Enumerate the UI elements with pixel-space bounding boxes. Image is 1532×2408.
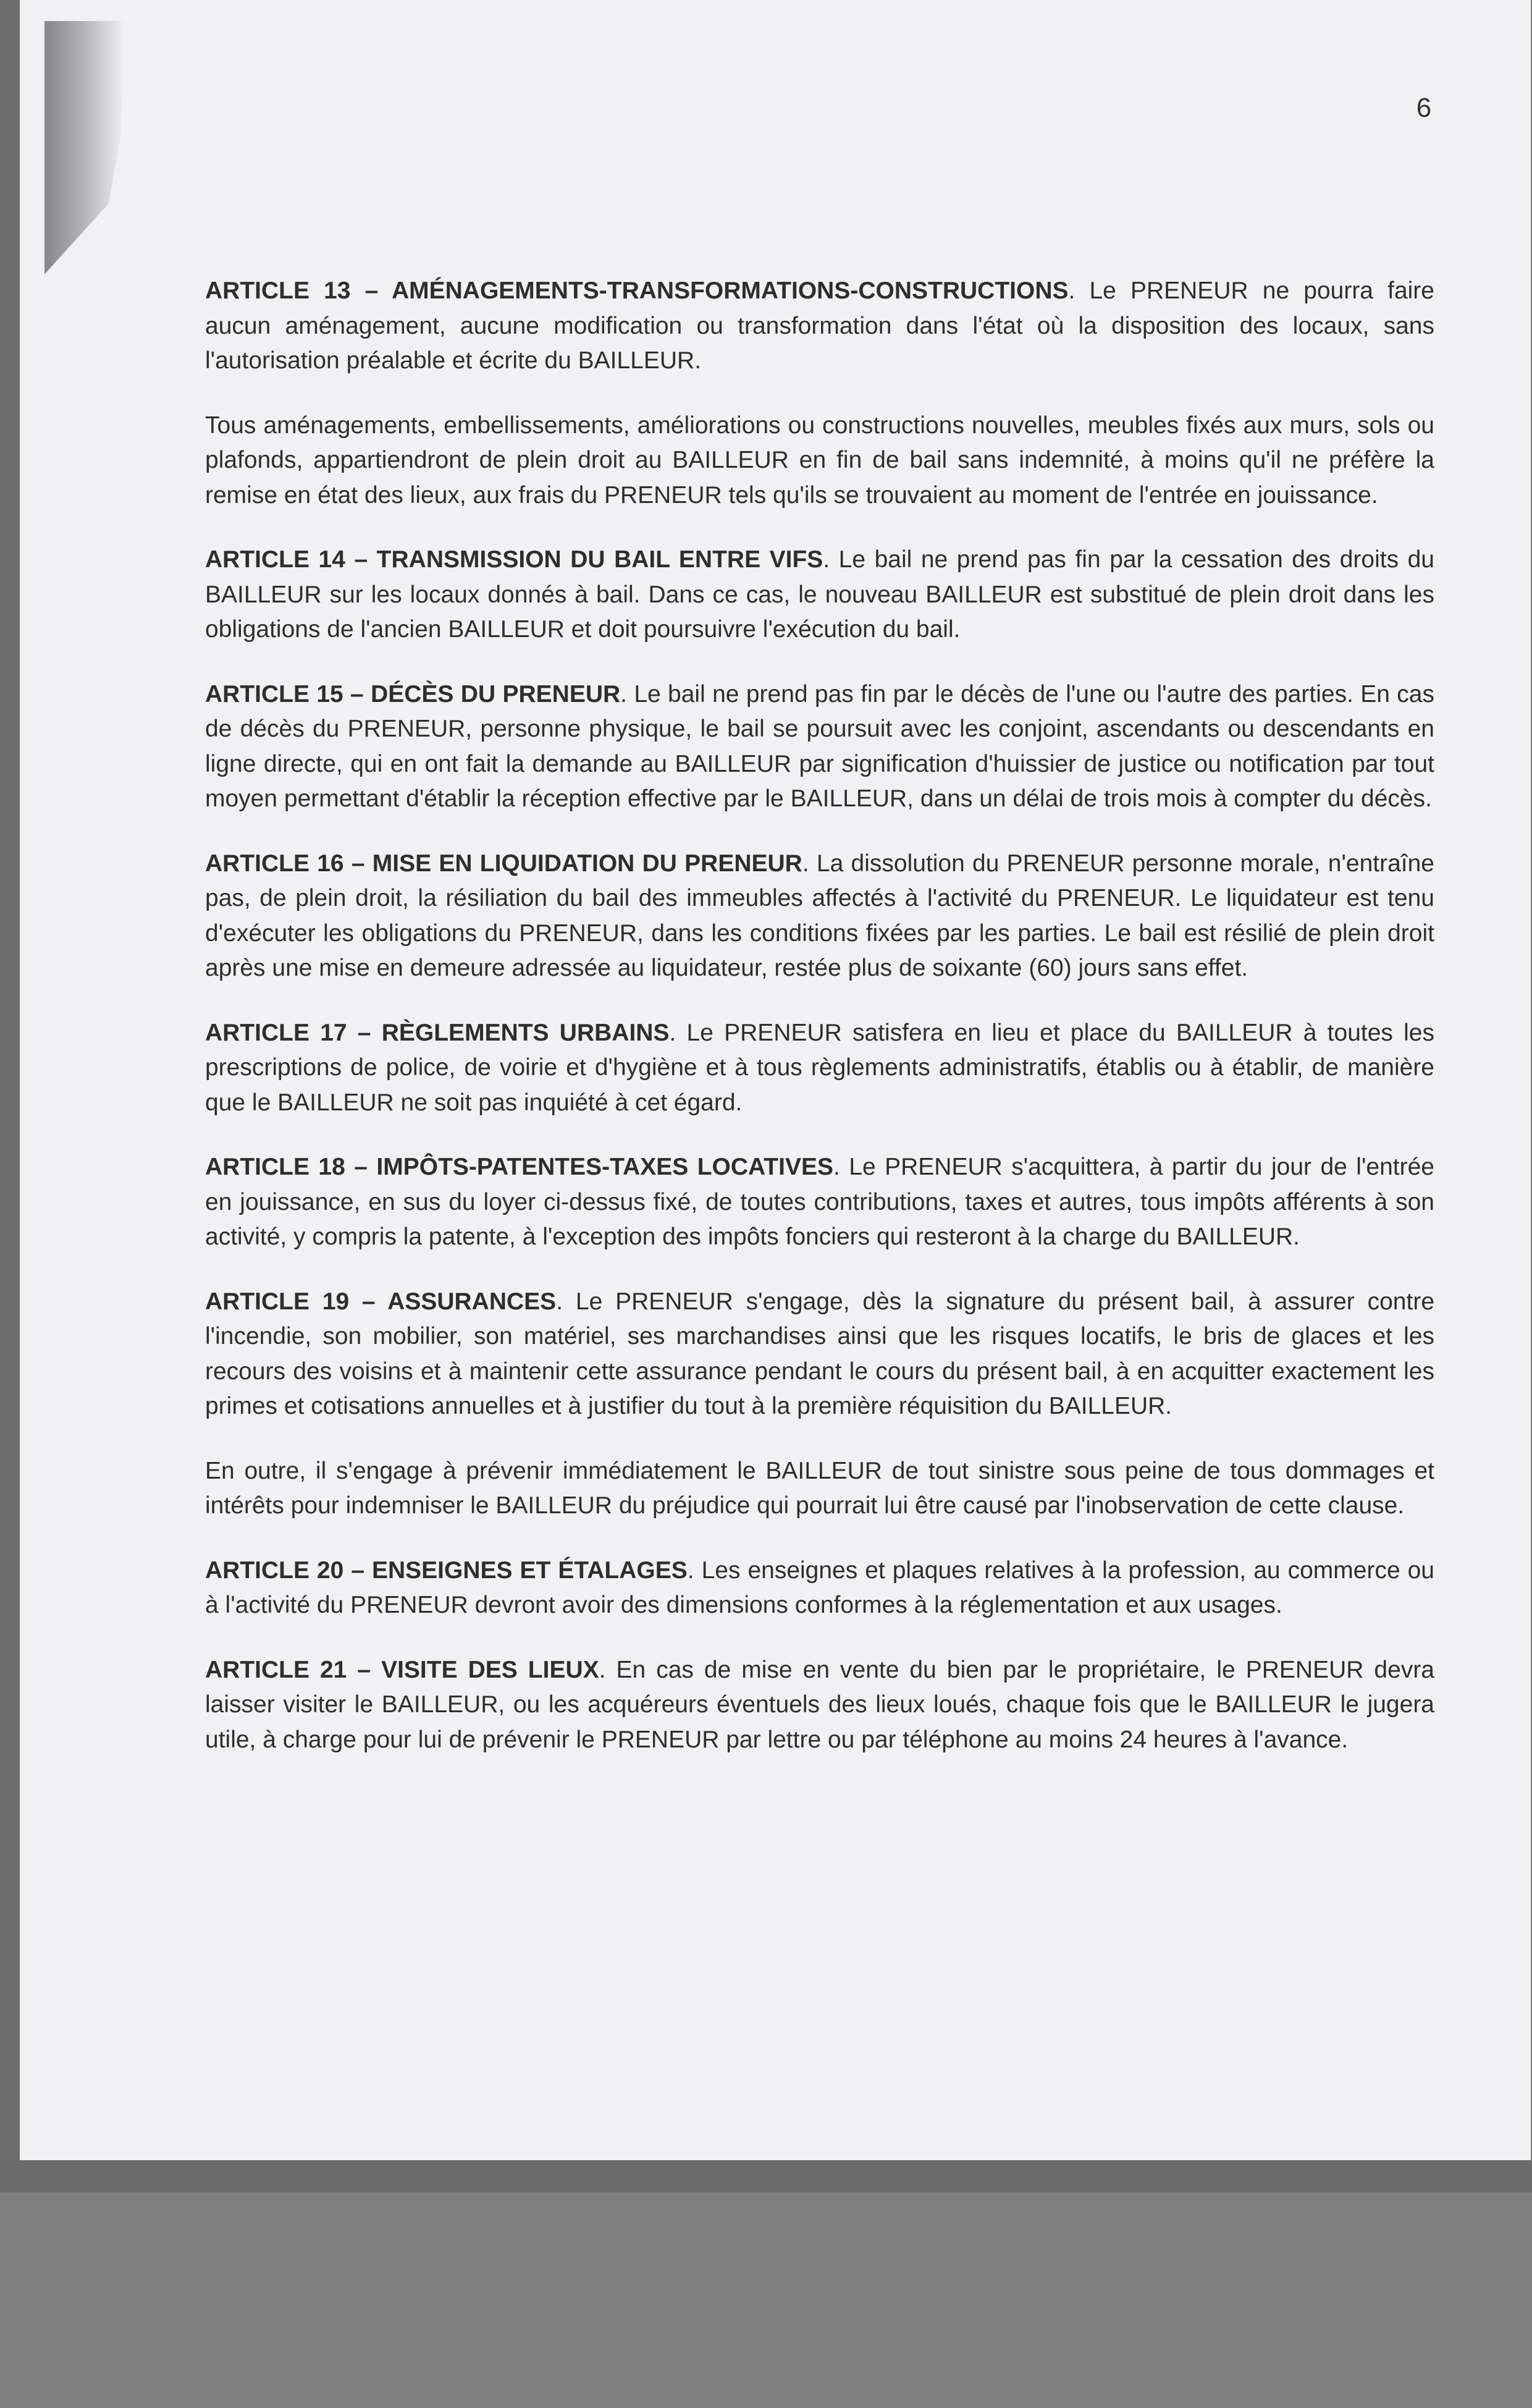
scan-shadow [44, 21, 125, 274]
article-text: . Le PRENEUR s'engage, dès la signature du présent bail, à assurer contre l'incendie, son mobilier, son matériel, ses marchandises ainsi que les risques locatifs, le bris de glaces et les recours des voisins et à maintenir cette assurance pendant le cours du présent bail, à en acquitter exactement les primes et cotisations annuelles et à justifier du tout à la première réquisition du BAILLEUR. [205, 1288, 1435, 1419]
article-heading: ARTICLE 19 – ASSURANCES [205, 1288, 557, 1315]
scan-bottom-band [0, 2160, 1532, 2192]
article-15 [205, 677, 1434, 817]
article-13-continued [205, 408, 1434, 513]
article-text: En outre, il s'engage à prévenir immédiatement le BAILLEUR de tout sinistre sous peine de tous dommages et intérêts pour indemniser le BAILLEUR du préjudice qui pourrait lui être causé par l'inobservation de cette clause. [205, 1457, 1434, 1519]
article-heading: ARTICLE 16 – MISE EN LIQUIDATION DU PRENEUR [205, 850, 802, 877]
article-heading: ARTICLE 14 – TRANSMISSION DU BAIL ENTRE VIFS [205, 546, 823, 573]
article-text: . Le bail ne prend pas fin par la cessation des droits du BAILLEUR sur les locaux donnés à bail. Dans ce cas, le nouveau BAILLEUR est substitué de plein droit dans les obligations de l'ancien BAILLEUR et doit poursuivre l'exécution du bail. [205, 546, 1434, 643]
article-text: . Le PRENEUR s'acquittera, à partir du jour de l'entrée en jouissance, en sus du loyer ci-dessus fixé, de toutes contributions, taxes et autres, tous impôts afférents à son activité, y compris la patente, à l'exception des impôts fonciers qui resteront à la charge du BAILLEUR. [205, 1154, 1434, 1250]
article-20 [205, 1553, 1434, 1623]
article-18 [205, 1150, 1434, 1255]
article-17 [205, 1016, 1434, 1121]
article-16 [205, 847, 1434, 986]
article-19-continued [205, 1454, 1434, 1524]
article-heading: ARTICLE 17 – RÈGLEMENTS URBAINS [205, 1019, 670, 1046]
article-heading: ARTICLE 15 – DÉCÈS DU PRENEUR [205, 680, 621, 708]
article-19 [205, 1285, 1434, 1424]
scan-left-edge [0, 0, 20, 2161]
article-heading: ARTICLE 20 – ENSEIGNES ET ÉTALAGES [205, 1557, 688, 1584]
document-body [205, 274, 1434, 1787]
article-text: . Les enseignes et plaques relatives à la profession, au commerce ou à l'activité du PRENEUR devront avoir des dimensions conformes à la réglementation et aux usages. [205, 1557, 1434, 1618]
article-text: . Le PRENEUR satisfera en lieu et place du BAILLEUR à toutes les prescriptions de police, de voirie et d'hygiène et à tous règlements administratifs, établis ou à établir, de manière que le BAILLEUR ne soit pas inquiété à cet égard. [205, 1019, 1434, 1116]
article-text: . La dissolution du PRENEUR personne morale, n'entraîne pas, de plein droit, la résiliation du bail des immeubles affectés à l'activité du PRENEUR. Le liquidateur est tenu d'exécuter les obligations du PRENEUR, dans les conditions fixées par les parties. Le bail est résilié de plein droit après une mise en demeure adressée au liquidateur, restée plus de soixante (60) jours sans effet. [205, 850, 1434, 981]
article-text: . En cas de mise en vente du bien par le propriétaire, le PRENEUR devra laisser visiter le BAILLEUR, ou les acquéreurs éventuels des lieux loués, chaque fois que le BAILLEUR le jugera utile, à charge pour lui de prévenir le PRENEUR par lettre ou par téléphone au moins 24 heures à l'avance. [205, 1656, 1434, 1753]
article-heading: ARTICLE 13 – AMÉNAGEMENTS-TRANSFORMATIONS-CONSTRUCTIONS [205, 277, 1069, 304]
article-text: . Le bail ne prend pas fin par le décès de l'une ou l'autre des parties. En cas de décès du PRENEUR, personne physique, le bail se poursuit avec les conjoint, ascendants ou descendants en ligne directe, qui en ont fait la demande au BAILLEUR par signification d'huissier de justice ou notification par tout moyen permettant d'établir la réception effective par le BAILLEUR, dans un délai de trois mois à compter du décès. [205, 680, 1434, 812]
article-heading: ARTICLE 18 – IMPÔTS-PATENTES-TAXES LOCATIVES [205, 1154, 833, 1180]
article-13 [205, 274, 1434, 379]
article-text: Tous aménagements, embellissements, améliorations ou constructions nouvelles, meubles fixés aux murs, sols ou plafonds, appartiendront de plein droit au BAILLEUR en fin de bail sans indemnité, à moins qu'il ne préfère la remise en état des lieux, aux frais du PRENEUR tels qu'ils se trouvaient au moment de l'entrée en jouissance. [205, 412, 1434, 509]
page-number: 6 [1416, 93, 1432, 123]
article-21 [205, 1653, 1434, 1758]
article-14 [205, 543, 1434, 648]
article-heading: ARTICLE 21 – VISITE DES LIEUX [205, 1656, 599, 1683]
article-text: . Le PRENEUR ne pourra faire aucun aménagement, aucune modification ou transformation dans l'état où la disposition des locaux, sans l'autorisation préalable et écrite du BAILLEUR. [205, 277, 1434, 374]
